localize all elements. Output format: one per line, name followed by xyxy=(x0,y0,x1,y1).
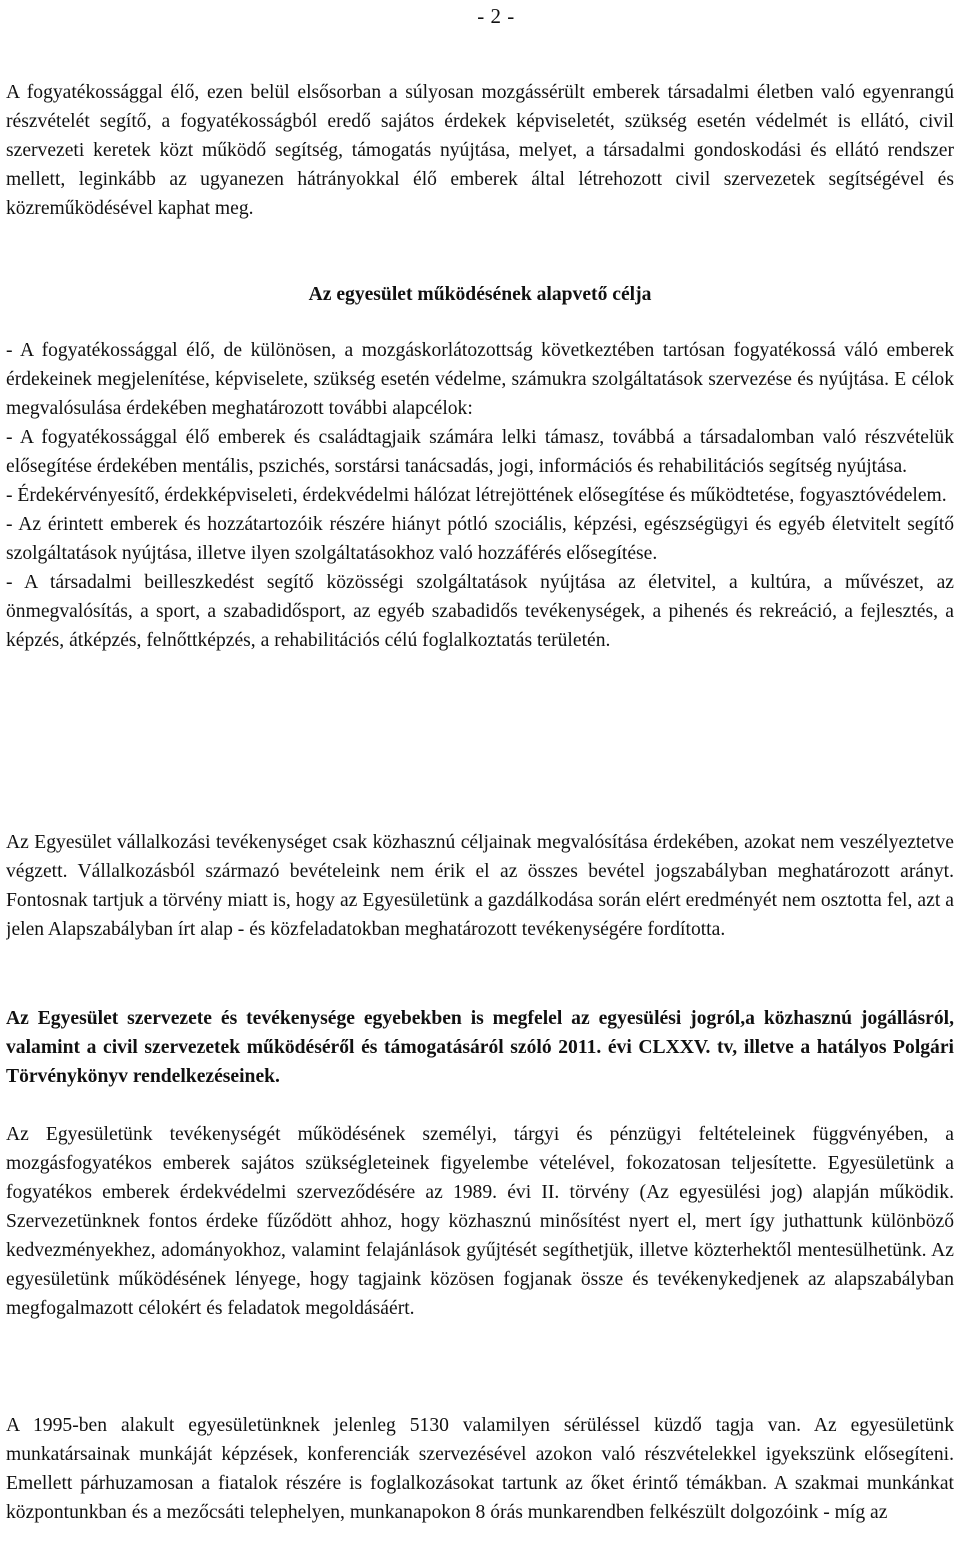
goals-list xyxy=(6,336,954,655)
membership-paragraph: A 1995-ben alakult egyesületünknek jelenleg 5130 valamilyen sérüléssel küzdő tagja van. Az egyesületünk munkatársainak munkáját képzések, konferenciák szervezésével azokon való részvételekkel igyekszünk elősegíteni. Emellett párhuzamosan a fiatalok részére is foglalkozásokat tartunk az őket érintő témákban. A szakmai munkánkat központunkban és a mezőcsáti telephelyen, munkanapokon 8 órás munkarendben felkészült dolgozóink - míg az xyxy=(6,1415,954,1523)
legal-compliance-paragraph: Az Egyesület szervezete és tevékenysége egyebekben is megfelel az egyesülési jogról,a közhasznú jogállásról, valamint a civil szervezetek működéséről és támogatásáról szóló 2011. évi CLXXV. tv, illetve a hatályos Polgári Törvénykönyv rendelkezéseinek. xyxy=(6,1008,954,1087)
intro-paragraph: A fogyatékossággal élő, ezen belül elsősorban a súlyosan mozgássérült emberek társadalmi életben való egyenrangú részvételét segítő, a fogyatékosságból eredő sajátos érdekek képviseletét, szükség esetén védelmét is ellátó, civil szervezeti keretek közt működő segítség, támogatás nyújtása, melyet, a társadalmi gondoskodási és ellátó rendszer mellett, leginkább az ugyanezen hátrányokkal élő emberek által létrehozott civil szervezetek segítségével és közreműködésével kaphat meg. xyxy=(6,82,954,219)
work-conditions-paragraph: Az Egyesületünk tevékenységét működésének személyi, tárgyi és pénzügyi feltételeinek függvényében, a mozgásfogyatékos emberek sajátos szükségleteinek figyelembe vételével, fokozatosan teljesítette. Egyesületünk a fogyatékos emberek érdekvédelmi szerveződésére az 1989. évi II. törvény (Az egyesülési jog) alapján működik. Szervezetünknek fontos érdeke fűződött ahhoz, hogy közhasznú minősítést nyert el, mert így juthattunk különböző kedvezményekhez, adományokhoz, valamint felajánlások gyűjtését segíthetjük, illetve közterhektől mentesülhetünk. Az egyesületünk működésének lényege, hogy tagjaink közösen fogjanak össze és tevékenykedjenek az alapszabályban megfogalmazott célokért és feladatok megoldásáért. xyxy=(6,1124,954,1319)
goals-heading: Az egyesület működésének alapvető célja xyxy=(308,284,652,305)
work-conditions-section xyxy=(6,1120,954,1323)
goal-item: - A fogyatékossággal élő emberek és családtagjaik számára lelki támasz, továbbá a társadalomban való részvételük elősegítése érdekében mentális, pszichés, sorstársi tanácsadás, jogi, információs és rehabilitációs segítség nyújtása. xyxy=(6,427,954,477)
business-activity-paragraph: Az Egyesület vállalkozási tevékenységet csak közhasznú céljainak megvalósítása érdekében, azokat nem veszélyeztetve végzett. Vállalkozásból származó bevételeink nem érik el az összes bevétel jogszabályban meghatározott arányt. Fontosnak tartjuk a törvény miatt is, hogy az Egyesületünk a gazdálkodása során elért eredményét nem osztotta fel, azt a jelen Alapszabályban írt alap - és közfeladatokban meghatározott tevékenységére fordította. xyxy=(6,832,954,940)
membership-section xyxy=(6,1411,954,1527)
goal-item: - A társadalmi beilleszkedést segítő közösségi szolgáltatások nyújtása az életvitel, a kultúra, a művészet, az önmegvalósítás, a sport, a szabadidősport, az egyéb szabadidős tevékenységek, a pihenés és rekreáció, a fejlesztés, a képzés, átképzés, felnőttképzés, a rehabilitációs célú foglalkoztatás területén. xyxy=(6,572,954,651)
page-number: - 2 - xyxy=(477,4,515,28)
intro-section xyxy=(6,78,954,223)
document-page xyxy=(6,0,954,1557)
business-activity-section xyxy=(6,828,954,944)
goal-item: - Az érintett emberek és hozzátartozóik részére hiányt pótló szociális, képzési, egészségügyi és egyéb életvitelt segítő szolgáltatások nyújtása, illetve ilyen szolgáltatásokhoz való hozzáférés elősegítése. xyxy=(6,514,954,564)
goal-item: - Érdekérvényesítő, érdekképviseleti, érdekvédelmi hálózat létrejöttének elősegítése és működtetése, fogyasztóvédelem. xyxy=(6,485,947,506)
goal-item: - A fogyatékossággal élő, de különösen, a mozgáskorlátozottság következtében tartósan fogyatékossá váló emberek érdekeinek megjelenítése, képviselete, szükség esetén védelme, számukra szolgáltatások szervezése és nyújtása. E célok megvalósulása érdekében meghatározott további alapcélok: xyxy=(6,340,954,419)
legal-compliance-section xyxy=(6,1004,954,1091)
